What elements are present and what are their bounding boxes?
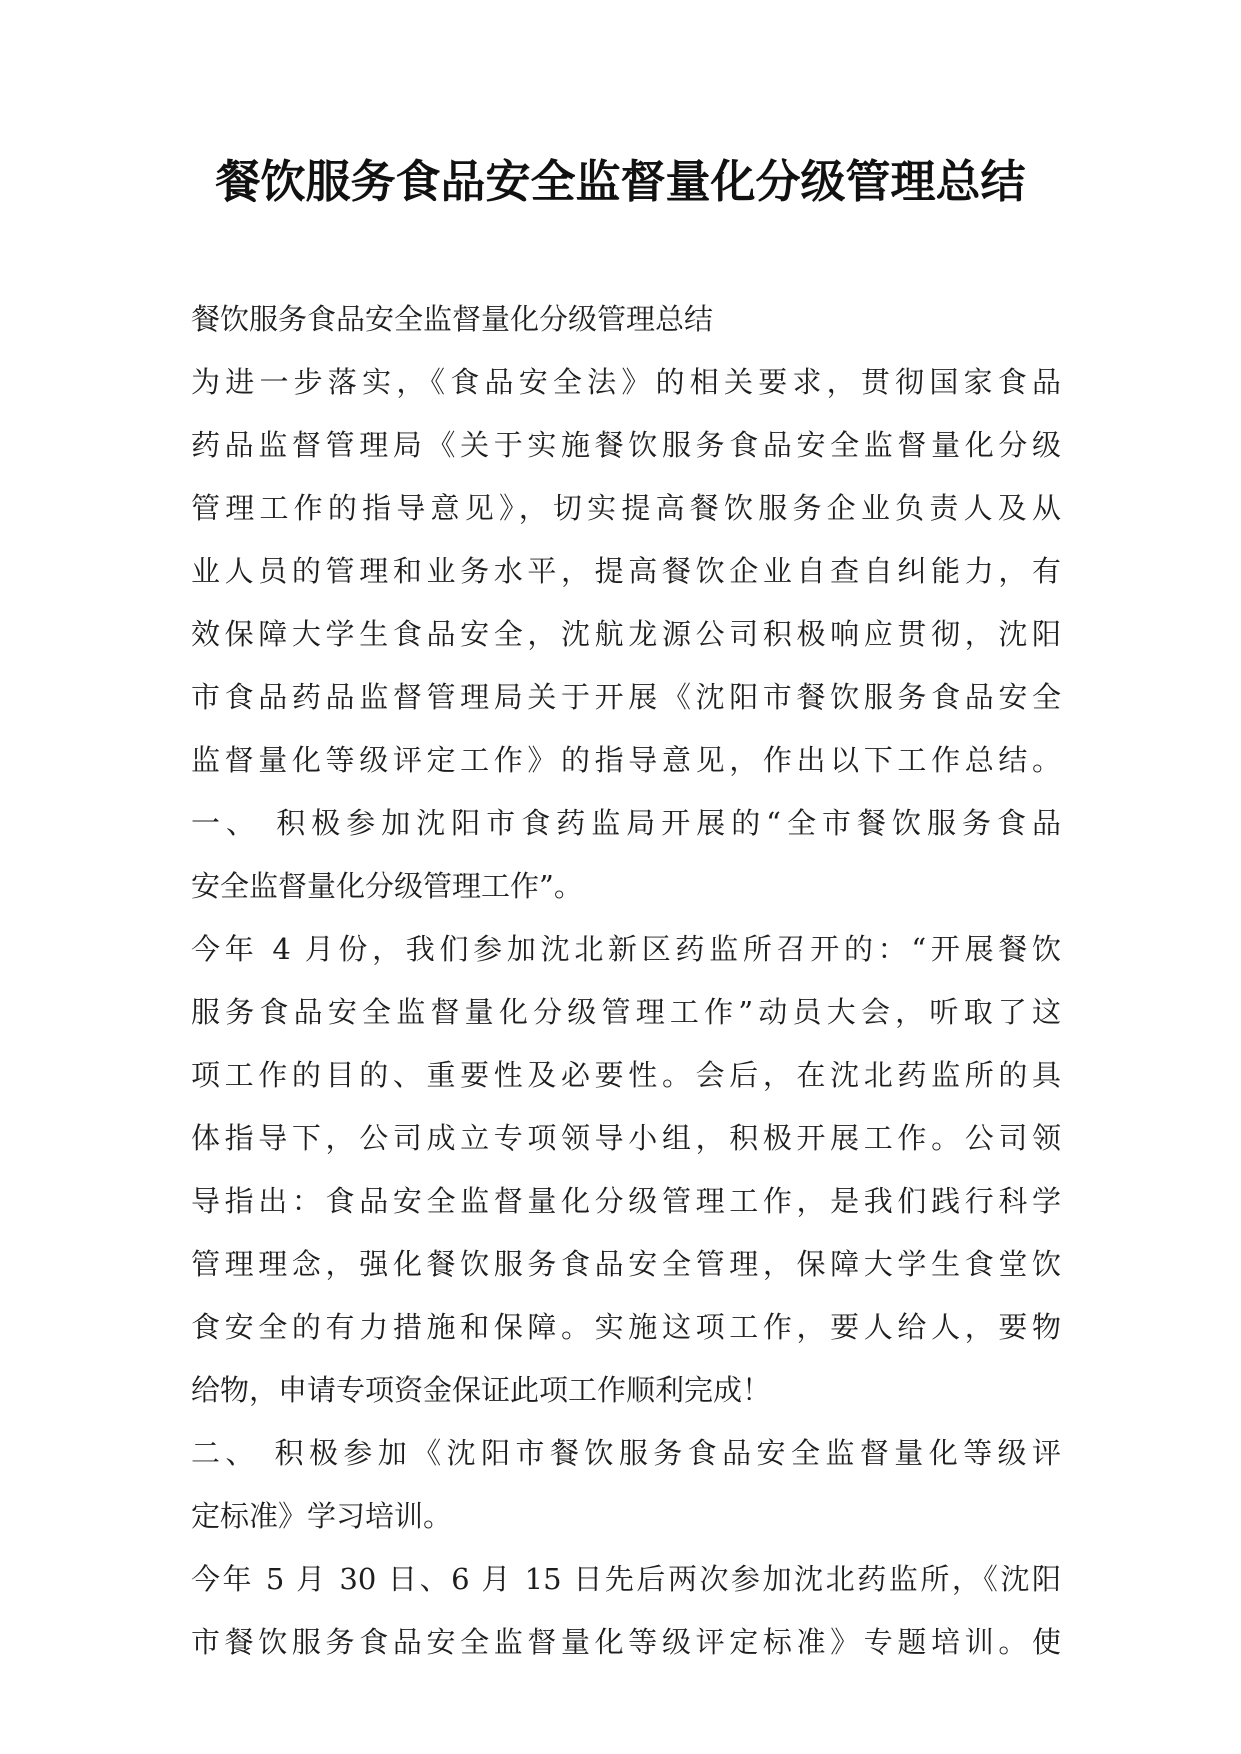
document-body xyxy=(191,288,1061,1674)
body-line: 市食品药品监督管理局关于开展《沈阳市餐饮服务食品安全 xyxy=(191,680,1061,714)
section-heading-line: 安全监督量化分级管理工作”。 xyxy=(191,869,583,903)
body-line: 给物，申请专项资金保证此项工作顺利完成！ xyxy=(191,1373,772,1407)
body-line: 今年 5 月 30 日、6 月 15 日先后两次参加沈北药监所，《沈阳 xyxy=(191,1562,1061,1596)
body-line: 项工作的目的、重要性及必要性。会后，在沈北药监所的具 xyxy=(191,1058,1061,1092)
body-line: 食安全的有力措施和保障。实施这项工作，要人给人，要物 xyxy=(191,1310,1061,1344)
body-line: 今年 4 月份，我们参加沈北新区药监所召开的：“开展餐饮 xyxy=(191,932,1061,966)
body-line: 业人员的管理和业务水平，提高餐饮企业自查自纠能力，有 xyxy=(191,554,1061,588)
section-heading-line: 定标准》学习培训。 xyxy=(191,1499,453,1533)
body-line: 药品监督管理局《关于实施餐饮服务食品安全监督量化分级 xyxy=(191,428,1061,462)
body-line: 效保障大学生食品安全，沈航龙源公司积极响应贯彻，沈阳 xyxy=(191,617,1061,651)
body-line-subtitle: 餐饮服务食品安全监督量化分级管理总结 xyxy=(191,302,714,336)
body-line: 监督量化等级评定工作》的指导意见，作出以下工作总结。 xyxy=(191,743,1061,777)
section-heading-line: 一、 积极参加沈阳市食药监局开展的“全市餐饮服务食品 xyxy=(191,806,1061,840)
body-line: 体指导下，公司成立专项领导小组，积极开展工作。公司领 xyxy=(191,1121,1061,1155)
body-line: 为进一步落实，《食品安全法》的相关要求，贯彻国家食品 xyxy=(191,365,1061,399)
body-line: 服务食品安全监督量化分级管理工作”动员大会，听取了这 xyxy=(191,995,1061,1029)
body-line: 导指出：食品安全监督量化分级管理工作，是我们践行科学 xyxy=(191,1184,1061,1218)
body-line: 管理工作的指导意见》，切实提高餐饮服务企业负责人及从 xyxy=(191,491,1061,525)
section-heading-line: 二、 积极参加《沈阳市餐饮服务食品安全监督量化等级评 xyxy=(191,1436,1061,1470)
document-title: 餐饮服务食品安全监督量化分级管理总结 xyxy=(215,155,1026,208)
body-line: 管理理念，强化餐饮服务食品安全管理，保障大学生食堂饮 xyxy=(191,1247,1061,1281)
body-line: 市餐饮服务食品安全监督量化等级评定标准》专题培训。使 xyxy=(191,1625,1061,1659)
